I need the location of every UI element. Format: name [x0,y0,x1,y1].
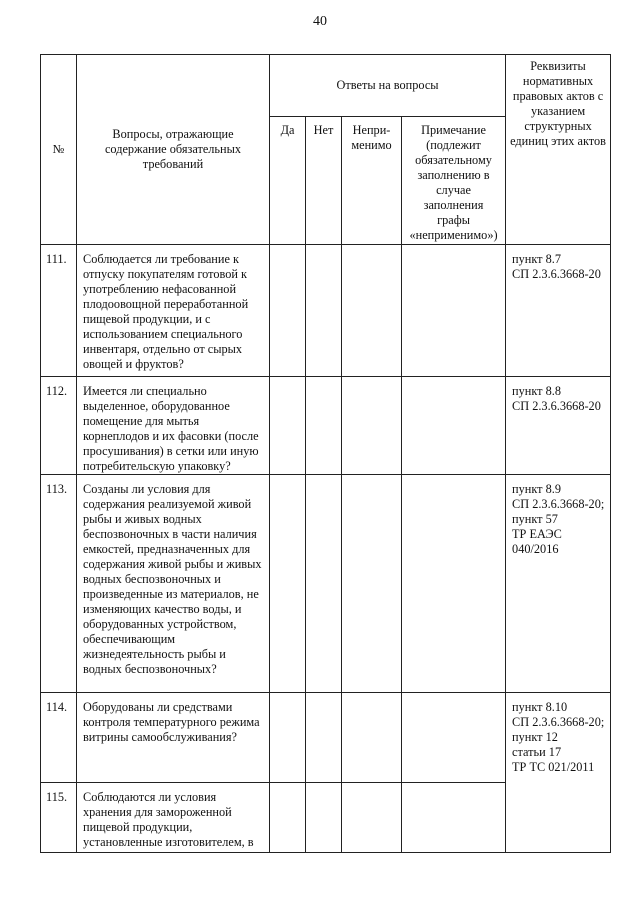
row-question: Соблюдается ли требование к отпуску покупателям готовой к употреблению нефасованной плодоовощной переработанной пищевой продукции, и с использованием специального инвентаря, отдельно от сырых овощей и фруктов? [77,245,270,377]
answer-note-cell[interactable] [402,377,506,475]
header-answers: Ответы на вопросы [270,55,506,117]
table-row [41,693,611,783]
row-number: 114. [41,693,77,783]
row-requisites [506,377,611,475]
requisite-line: ТР ЕАЭС 040/2016 [512,527,562,556]
requisite-line: СП 2.3.6.3668-20 [512,267,601,281]
answer-yes-cell[interactable] [270,245,306,377]
row-number: 115. [41,783,77,853]
row-question: Соблюдаются ли условия хранения для замороженной пищевой продукции, установленные изготовителем, в [77,783,270,853]
header-no: Нет [306,117,342,245]
header-question: Вопросы, отражающие содержание обязательных требований [77,55,270,245]
requisite-line: ТР ТС 021/2011 [512,760,595,774]
requisite-line: СП 2.3.6.3668-20 [512,399,601,413]
answer-na-cell[interactable] [342,475,402,693]
answer-na-cell[interactable] [342,245,402,377]
answer-note-cell[interactable] [402,475,506,693]
row-requisites [506,245,611,377]
row-requisites [506,693,611,853]
answer-note-cell[interactable] [402,783,506,853]
answer-yes-cell[interactable] [270,693,306,783]
row-question: Оборудованы ли средствами контроля температурного режима витрины самообслуживания? [77,693,270,783]
requisite-line: пункт 8.7 [512,252,561,266]
answer-note-cell[interactable] [402,245,506,377]
answer-no-cell[interactable] [306,693,342,783]
answer-no-cell[interactable] [306,783,342,853]
requisite-line: статьи 17 [512,745,562,759]
header-not-applicable: Непри-менимо [342,117,402,245]
requisite-line: пункт 8.8 [512,384,561,398]
answer-na-cell[interactable] [342,783,402,853]
answer-no-cell[interactable] [306,245,342,377]
answer-yes-cell[interactable] [270,377,306,475]
page-number: 40 [313,14,327,29]
answer-na-cell[interactable] [342,377,402,475]
table-row [41,475,611,693]
row-question: Созданы ли условия для содержания реализуемой живой рыбы и живых водных беспозвоночных в части наличия емкостей, предназначенных для содержания живой рыбы и живых водных беспозвоночных и произведенные из материалов, не изменяющих качество воды, и оборудованных устройством, обеспечивающим жизнедеятельность рыбы и водных беспозвоночных? [77,475,270,693]
requisite-line: пункт 8.9 [512,482,561,496]
requisite-line: пункт 57 [512,512,558,526]
row-number: 112. [41,377,77,475]
checklist-table [40,54,611,853]
answer-no-cell[interactable] [306,475,342,693]
table-row [41,377,611,475]
header-yes: Да [270,117,306,245]
answer-na-cell[interactable] [342,693,402,783]
requisite-line: СП 2.3.6.3668-20; [512,497,605,511]
header-note: Примечание (подлежит обязательному заполнению в случае заполнения графы «неприменимо») [402,117,506,245]
answer-no-cell[interactable] [306,377,342,475]
answer-note-cell[interactable] [402,693,506,783]
header-requisites: Реквизиты нормативных правовых актов с указанием структурных единиц этих актов [506,55,611,245]
header-num: № [41,55,77,245]
answer-yes-cell[interactable] [270,783,306,853]
requisite-line: пункт 12 [512,730,558,744]
requisite-line: СП 2.3.6.3668-20; [512,715,605,729]
table-row [41,245,611,377]
requisite-line: пункт 8.10 [512,700,568,714]
row-question: Имеется ли специально выделенное, оборудованное помещение для мытья корнеплодов и их фасовки (после просушивания) в сетки или иную потребительскую упаковку? [77,377,270,475]
answer-yes-cell[interactable] [270,475,306,693]
row-number: 111. [41,245,77,377]
row-requisites [506,475,611,693]
row-number: 113. [41,475,77,693]
